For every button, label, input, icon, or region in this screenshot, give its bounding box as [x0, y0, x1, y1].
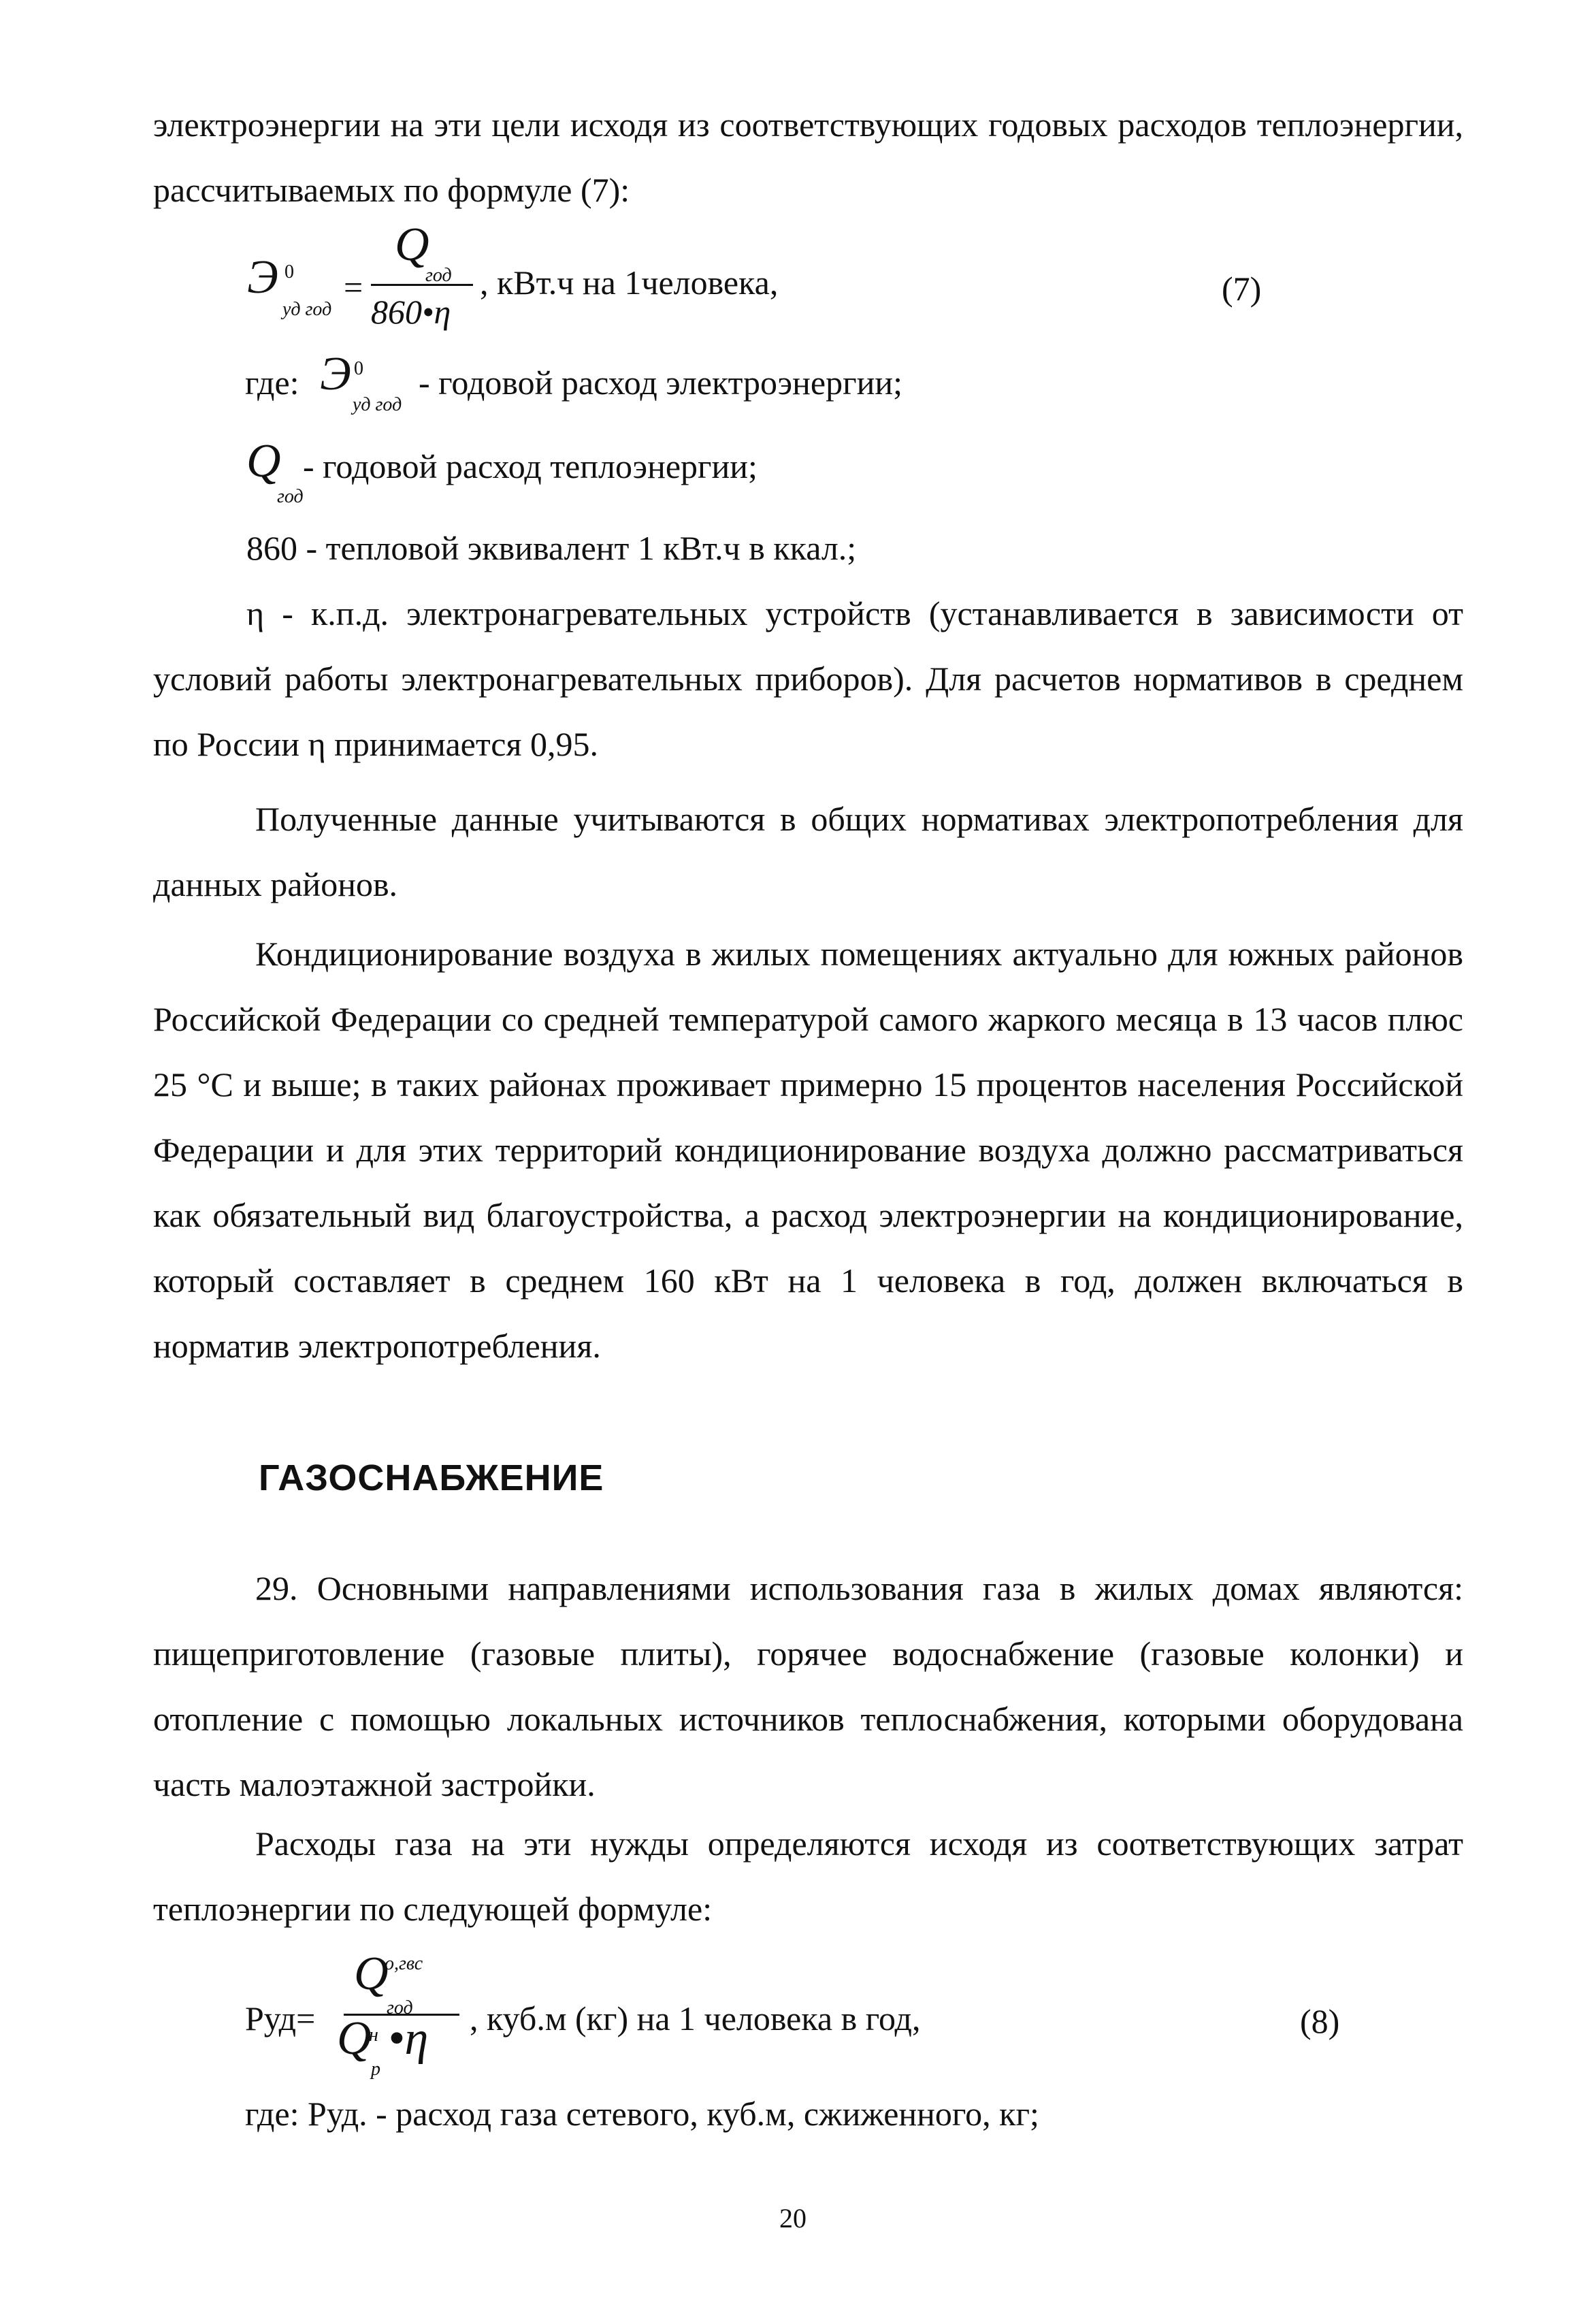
section-heading: ГАЗОСНАБЖЕНИЕ	[259, 1457, 604, 1498]
formula8-numerator-sub: год	[387, 1997, 413, 2018]
formula8-numerator-sup: о,гвс	[385, 1953, 423, 1974]
intro-paragraph: электроэнергии на эти цели исходя из соответствующих годовых расходов теплоэнергии, рассчитываемых по формуле (7):	[153, 106, 1463, 209]
where7-q-symbol: Q	[246, 435, 281, 487]
formula7-lhs-symbol: Э	[247, 251, 278, 304]
formula7-lhs-sup: 0	[284, 261, 294, 283]
formula8-numerator: Q	[354, 1948, 389, 2000]
document-page: электроэнергии на эти цели исходя из соответствующих годовых расходов теплоэнергии, рассчитываемых по формуле (7): Э 0 уд год = Q год 860•η , кВт.ч на 1человека, (7) где: Э 0 уд год - годовой расход электроэнергии; Q год - годовой расход теплоэнергии; 860 - тепловой эквивалент 1 кВт.ч в ккал.; η - к.п.д. электронагревательных устройств (устанавливается в зависимости от условий работы электронагревательных приборов). Для расчетов нормативов в среднем по России η принимается 0,95. Полученные данные учитываются в общих нормативах электропотребления для данных районов. Кондиционирование воздуха в жилых помещениях актуально для южных районов Российской Федерации со средней температурой самого жаркого месяца в 13 часов плюс 25 °С и выше; в таких районах проживает примерно 15 процентов населения Российской Федерации и для этих территорий кондиционирование воздуха должно рассматриваться как обязательный вид благоустройства, а расход электроэнергии на кондиционирование, который составляет в среднем 160 кВт на 1 человека в год, должен включаться в норматив электропотребления. ГАЗОСНАБЖЕНИЕ 29. Основными направлениями использования газа в жилых домах являются: пищеприготовление (газовые плиты), горячее водоснабжение (газовые колонки) и отопление с помощью локальных источников теплоснабжения, которыми оборудована часть малоэтажной застройки. Расходы газа на эти нужды определяются исходя из соответствующих затрат теплоэнергии по следующей формуле: Руд= Q о,гвс год Q н р •η , куб.м (кг) на 1 человека в год, (8) где: Руд. - расход газа сетевого, куб.м, сжиженного, кг; 20	[0, 0, 1596, 2320]
where7-label: где:	[245, 364, 299, 402]
where7-q-desc: - годовой расход теплоэнергии;	[303, 447, 758, 485]
formula7-numerator-sub: год	[425, 265, 452, 286]
formula7-numerator: Q	[395, 219, 429, 271]
formula8-denominator: Q	[337, 2012, 372, 2065]
gas-costs-paragraph: Расходы газа на эти нужды определяются исходя из соответствующих затрат теплоэнергии по следующей формуле:	[153, 1824, 1463, 1928]
formula8-number: (8)	[1300, 2002, 1340, 2040]
where7-q-sub: год	[277, 486, 304, 507]
formula8-denominator-tail: •η	[388, 2012, 429, 2065]
formula8-denominator-sub: р	[371, 2059, 380, 2080]
formula7-fraction-bar	[371, 284, 473, 286]
conditioning-paragraph: Кондиционирование воздуха в жилых помещениях актуально для южных районов Российской Федерации со средней температурой самого жаркого месяца в 13 часов плюс 25 °С и выше; в таких районах проживает примерно 15 процентов населения Российской Федерации и для этих территорий кондиционирование воздуха должно рассматриваться как обязательный вид благоустройства, а расход электроэнергии на кондиционирование, который составляет в среднем 160 кВт на 1 человека в год, должен включаться в норматив электропотребления.	[153, 935, 1463, 1365]
where7-e-sub: уд год	[353, 394, 402, 415]
formula8-lhs: Руд=	[245, 1999, 316, 2037]
obtained-data-paragraph: Полученные данные учитываются в общих нормативах электропотребления для данных районов.	[153, 800, 1463, 903]
where7-e-symbol: Э	[320, 348, 351, 400]
where7-e-sup: 0	[354, 358, 363, 379]
page-number: 20	[779, 2203, 807, 2234]
formula7-lhs-sub: уд год	[282, 299, 332, 320]
where7-e-desc: - годовой расход электроэнергии;	[419, 364, 902, 402]
eta-paragraph: η - к.п.д. электронагревательных устройств (устанавливается в зависимости от условий работы электронагревательных приборов). Для расчетов нормативов в среднем по России η принимается 0,95.	[153, 594, 1463, 763]
formula7-unit: , кВт.ч на 1человека,	[480, 263, 779, 302]
formula8-unit: , куб.м (кг) на 1 человека в год,	[470, 1999, 921, 2037]
gas-uses-paragraph: 29. Основными направлениями использования газа в жилых домах являются: пищеприготовление (газовые плиты), горячее водоснабжение (газовые колонки) и отопление с помощью локальных источников теплоснабжения, которыми оборудована часть малоэтажной застройки.	[153, 1569, 1463, 1803]
where7-860-line: 860 - тепловой эквивалент 1 кВт.ч в ккал.;	[246, 529, 857, 567]
formula7-number: (7)	[1222, 270, 1262, 308]
formula7-denominator: 860•η	[371, 293, 451, 331]
formula8-denominator-sup: н	[369, 2025, 378, 2046]
where8-line: где: Руд. - расход газа сетевого, куб.м, сжиженного, кг;	[245, 2095, 1039, 2133]
